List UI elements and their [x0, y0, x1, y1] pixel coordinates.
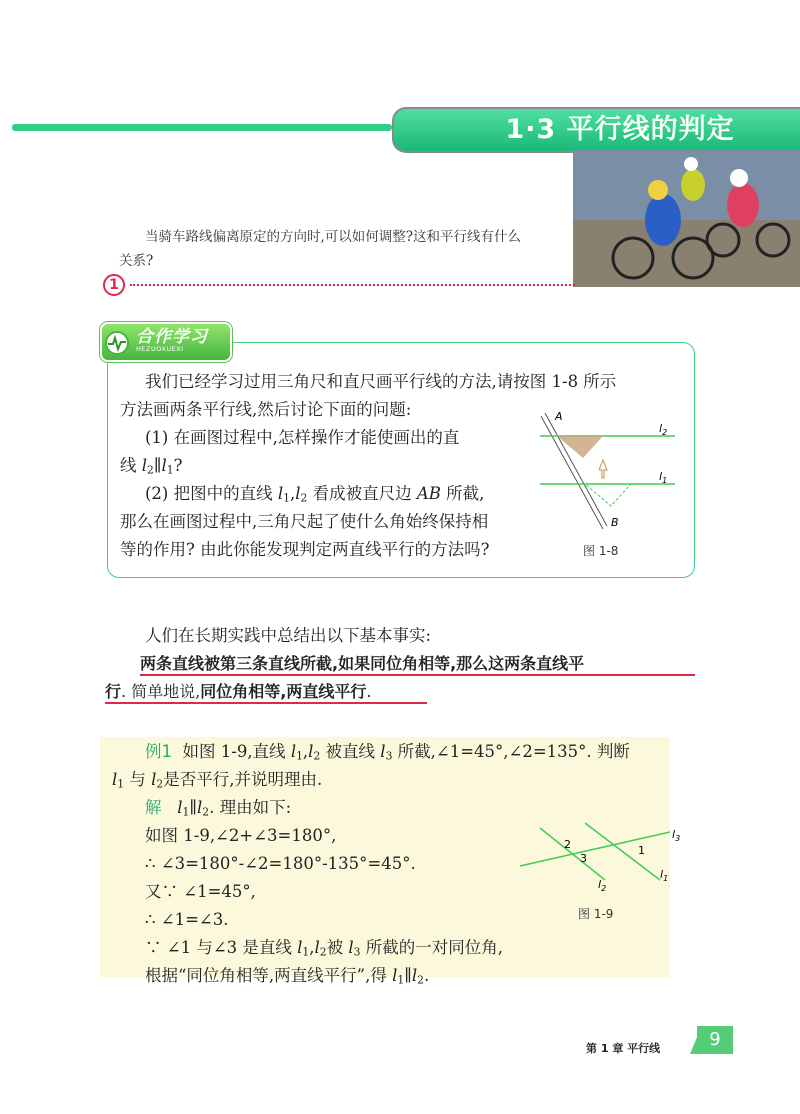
solution-step-3: 又∵ ∠1=45°, — [145, 882, 256, 901]
solution-step-1: 如图 1-9,∠2+∠3=180°, — [145, 826, 337, 845]
q2-mid: 看成被直尺边 — [307, 484, 417, 503]
coop-q2-line-a: (2) 把图中的直线 $l_1,l_2$ 看成被直尺边 AB 所截, — [145, 484, 485, 505]
solution-step-4: ∴ ∠1=∠3. — [145, 910, 229, 929]
ex-l2a: 与 — [124, 770, 152, 789]
ex-l1c: 所截,∠1=45°,∠2=135°. 判断 — [392, 742, 630, 761]
coop-q2-line-b: 那么在画图过程中,三角尺起了使什么角始终保持相 — [120, 512, 489, 531]
intro-line-2: 关系? — [119, 253, 154, 269]
solution-step-5: ∵ ∠1 与∠3 是直线 $l_1,l_2$被 $l_3$ 所截的一对同位角, — [145, 938, 503, 959]
coop-q1-line-a: (1) 在画图过程中,怎样操作才能使画出的直 — [145, 428, 460, 447]
page-number: 9 — [697, 1026, 733, 1054]
fact-bold-line-1: 两条直线被第三条直线所截,如果同位角相等,那么这两条直线平 — [140, 654, 585, 673]
fig-l1-letter: l — [659, 470, 663, 483]
figure-1-8-label-b: B — [611, 516, 619, 529]
heartbeat-icon — [104, 330, 130, 356]
fact-bold-2b: 同位角相等,两直线平行 — [200, 682, 367, 701]
figure-1-9-label-l2: $l_2$ — [598, 878, 607, 893]
s6b: . — [423, 966, 430, 985]
coop-p1-line-b: 方法画两条平行线,然后讨论下面的问题: — [120, 400, 412, 419]
q2-ab: AB — [416, 484, 441, 503]
badge-title: 合作学习 — [136, 327, 208, 347]
figure-1-9-angle-1: 1 — [638, 844, 645, 857]
figure-1-8-caption: 图 1-8 — [583, 544, 619, 558]
coop-p1-line-a: 我们已经学习过用三角尺和直尺画平行线的方法,请按图 1-8 所示 — [145, 372, 617, 391]
fact-intro: 人们在长期实践中总结出以下基本事实: — [145, 626, 432, 645]
figure-1-8-label-l1: $l_1$ — [659, 470, 668, 485]
q2-prefix: (2) 把图中的直线 — [145, 484, 278, 503]
figure-1-9-caption: 图 1-9 — [578, 907, 614, 921]
chapter-label: 第 1 章 平行线 — [586, 1042, 661, 1055]
dotted-divider — [130, 284, 575, 286]
question-number-marker: 1 — [103, 274, 125, 296]
solution-head-line: 解 $l_1\parallel l_2$. 理由如下: — [145, 798, 292, 819]
coop-q2-line-c: 等的作用? 由此你能发现判定两直线平行的方法吗? — [120, 540, 490, 559]
section-title: 1·3 平行线的判定 — [505, 114, 735, 145]
figure-1-8-label-l2: $l_2$ — [659, 422, 668, 437]
figure-1-9-label-l3: $l_3$ — [672, 828, 681, 843]
fact-end: . — [366, 682, 372, 701]
figure-1-8-label-a: A — [555, 410, 563, 423]
figure-1-9 — [510, 818, 685, 898]
badge-pinyin: HEZUOXUEXI — [136, 345, 184, 353]
figure-1-9-angle-3: 3 — [580, 852, 587, 865]
cyclists-photo — [573, 150, 800, 287]
intro-line-1: 当骑车路线偏离原定的方向时,可以如何调整?这和平行线有什么 — [145, 229, 522, 245]
coop-q1-line-b: 线 $l_2\parallel l_1$? — [120, 456, 183, 477]
ex-l2b: 是否平行,并说明理由. — [163, 770, 323, 789]
ex-l1b: 被直线 — [320, 742, 381, 761]
fact-mid: . 简单地说, — [121, 682, 201, 701]
fact-underline-2 — [105, 702, 427, 704]
example-line-1: 例1 如图 1-9,直线 $l_1,l_2$ 被直线 $l_3$ 所截,∠1=45°,∠2=135°. 判断 — [145, 742, 630, 763]
sol-a: . 理由如下: — [209, 798, 292, 817]
solution-step-2: ∴ ∠3=180°-∠2=180°-135°=45°. — [145, 854, 416, 873]
solution-step-6: 根据“同位角相等,两直线平行”,得 $l_1\parallel l_2$. — [145, 966, 430, 987]
s6a: 根据“同位角相等,两直线平行”,得 — [145, 966, 393, 985]
example-line-2: $l_1$ 与 $l_2$是否平行,并说明理由. — [112, 770, 323, 791]
figure-1-8 — [535, 408, 685, 533]
fig-l2-letter: l — [659, 422, 663, 435]
q2-end: 所截, — [440, 484, 485, 503]
section-header-bar — [12, 124, 392, 131]
coop-paragraph-1 — [145, 368, 695, 396]
solution-head: 解 — [145, 798, 162, 817]
s5a: ∵ ∠1 与∠3 是直线 — [145, 938, 298, 957]
s5b: 被 — [326, 938, 349, 957]
intro-question — [119, 225, 565, 273]
ex-l1a: 如图 1-9,直线 — [182, 742, 291, 761]
s5c: 所截的一对同位角, — [360, 938, 503, 957]
example-head: 例1 — [145, 742, 172, 761]
figure-1-9-label-l1: $l_1$ — [660, 868, 669, 883]
fact-bold-2a: 行 — [105, 682, 122, 701]
q1-prefix: 线 — [120, 456, 142, 475]
figure-1-9-angle-2: 2 — [564, 838, 571, 851]
fact-underline-1 — [140, 674, 695, 676]
